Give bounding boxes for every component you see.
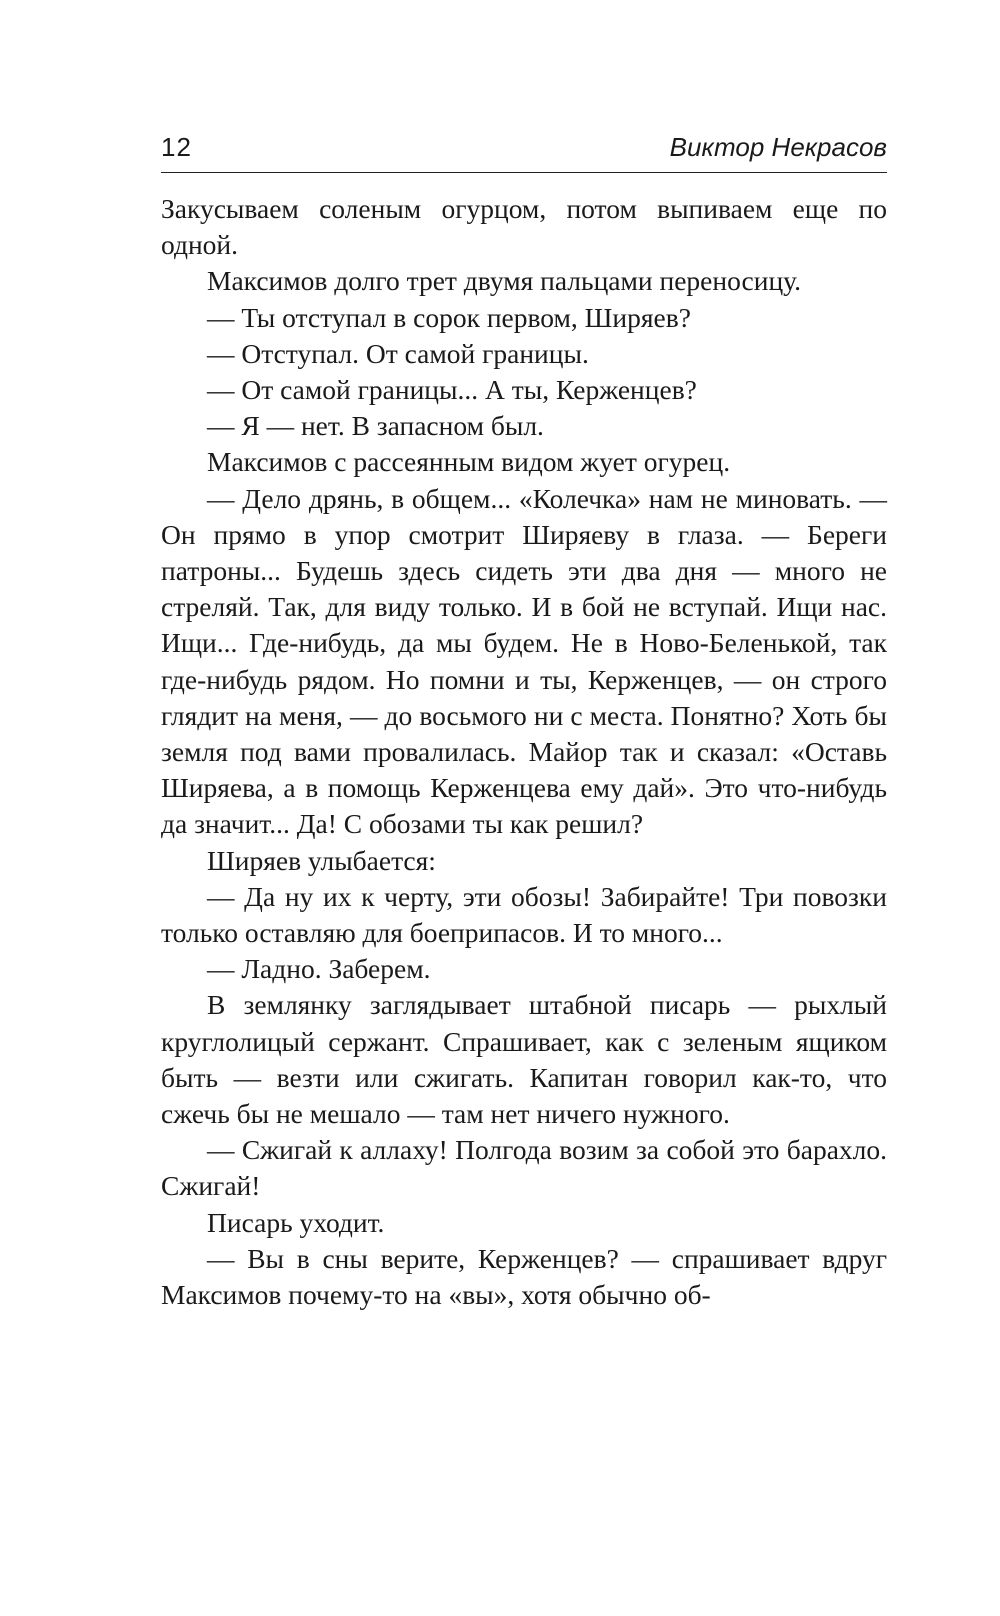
paragraph: Максимов долго трет двумя пальцами переносицу. (207, 265, 802, 297)
paragraph: В землянку заглядывает штабной писарь — рыхлый круглолицый сержант. Спрашивает, как с зеленым ящиком быть — везти или сжигать. Капитан говорил как-то, что сжечь бы не мешало — там нет ничего нужного. (161, 989, 887, 1130)
paragraph: Писарь уходит. (207, 1206, 385, 1238)
running-head-author: Виктор Некрасов (669, 132, 887, 162)
paragraph: Закусываем соленым огурцом, потом выпиваем еще по одной. (161, 193, 887, 261)
page-header (161, 120, 887, 173)
paragraph: Максимов с рассеянным видом жует огурец. (207, 446, 731, 478)
page-number: 12 (161, 132, 192, 162)
paragraph: — Вы в сны верите, Керженцев? — спрашивает вдруг Максимов почему-то на «вы», хотя обычно об- (161, 1242, 887, 1311)
paragraph: — Дело дрянь, в общем... «Колечка» нам не миновать. — Он прямо в упор смотрит Ширяеву в глаза. — Береги патроны... Будешь здесь сидеть эти два дня — много не стреляй. Так, для виду только. И в бой не вступай. Ищи нас. Ищи... Где-нибудь, да мы будем. Не в Ново-Беленькой, так где-нибудь рядом. Но помни и ты, Керженцев, — он строго глядит на меня, — до восьмого ни с места. Понятно? Хоть бы земля под вами провалилась. Майор так и сказал: «Оставь Ширяева, а в помощь Керженцева ему дай». Это что-нибудь да значит... Да! С обозами ты как решил? (161, 482, 887, 840)
paragraph: — Отступал. От самой границы. (207, 337, 589, 369)
paragraph: — От самой границы... А ты, Керженцев? (207, 374, 697, 406)
paragraph: — Ты отступал в сорок первом, Ширяев? (207, 301, 691, 333)
paragraph: — Да ну их к черту, эти обозы! Забирайте! Три повозки только оставляю для боеприпасов. И то много... (161, 880, 887, 949)
paragraph: — Сжигай к аллаху! Полгода возим за собой это барахло. Сжигай! (161, 1134, 887, 1202)
book-page (161, 120, 887, 1313)
paragraph: Ширяев улыбается: (207, 844, 436, 876)
paragraph: — Ладно. Заберем. (207, 953, 431, 985)
paragraph: — Я — нет. В запасном был. (207, 410, 544, 442)
body-text (161, 191, 887, 1313)
